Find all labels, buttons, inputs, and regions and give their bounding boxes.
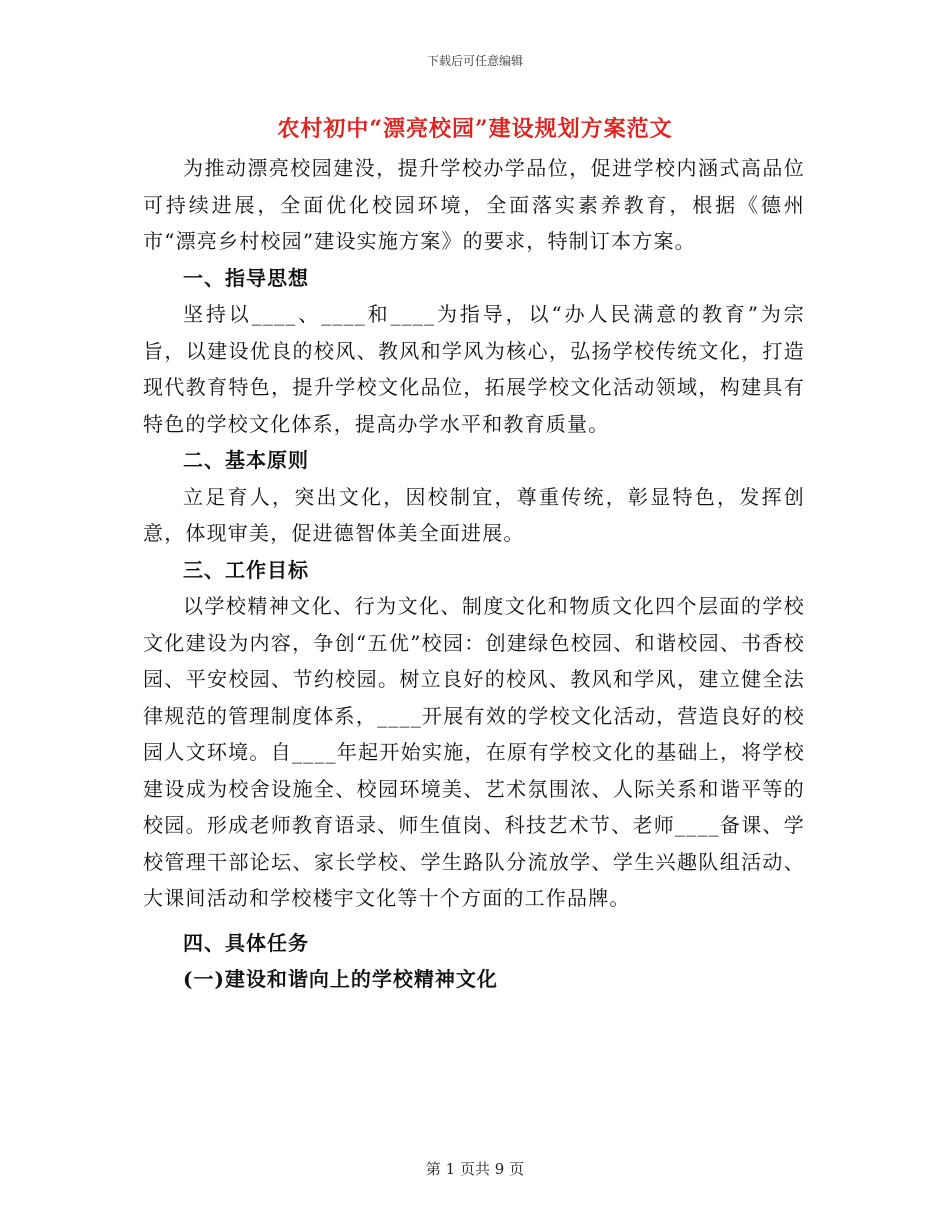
page-footer: 第 1 页共 9 页 [425, 1160, 525, 1178]
subsection-heading-spiritual-culture: (一)建设和谐向上的学校精神文化 [183, 967, 498, 991]
section-heading-guiding-ideology: 一、指导思想 [183, 265, 309, 290]
section-heading-specific-tasks: 四、具体任务 [183, 930, 309, 955]
intro-paragraph: 为推动漂亮校园建没，提升学校办学品位，促进学校内涵式高品位可持续进展，全面优化校园环境，全面落实素养教育，根据《德州市“漂亮乡村校园”建设实施方案》的要求，特制订本方案。 [143, 156, 805, 253]
section-heading-basic-principles: 二、基本原则 [183, 448, 309, 472]
document-title: 农村初中“漂亮校园”建设规划方案范文 [277, 116, 673, 142]
document-body [143, 150, 805, 998]
section-body-work-goals: 以学校精神文化、行为文化、制度文化和物质文化四个层面的学校文化建设为内容，争创“五优”校园：创建绿色校园、和谐校园、书香校园、平安校园、节约校园。树立良好的校风、教风和学风，建立健全法律规范的管理制度体系，____开展有效的学校文化活动，营造良好的校园人文环境。自____年起开始实施，在原有学校文化的基础上，将学校建设成为校舍设施全、校园环境美、艺术氛围浓、人际关系和谐平等的校园。形成老师教育语录、师生值岗、科技艺术节、老师____备课、学校管理干部论坛、家长学校、学生路队分流放学、学生兴趣队组活动、大课间活动和学校楼宇文化等十个方面的工作品牌。 [143, 594, 805, 910]
section-body-basic-principles: 立足育人，突出文化，因校制宜，尊重传统，彰显特色，发挥创意，体现审美，促进德智体美全面进展。 [143, 484, 805, 545]
section-heading-work-goals: 三、工作目标 [183, 557, 309, 582]
section-body-guiding-ideology: 坚持以____、____和____为指导，以“办人民满意的教育”为宗旨，以建设优良的校风、教风和学风为核心，弘扬学校传统文化，打造现代教育特色，提升学校文化品位，拓展学校文化活动领域，构建具有特色的学校文化体系，提高办学水平和教育质量。 [143, 302, 805, 436]
header-note: 下载后可任意编辑 [426, 54, 523, 68]
